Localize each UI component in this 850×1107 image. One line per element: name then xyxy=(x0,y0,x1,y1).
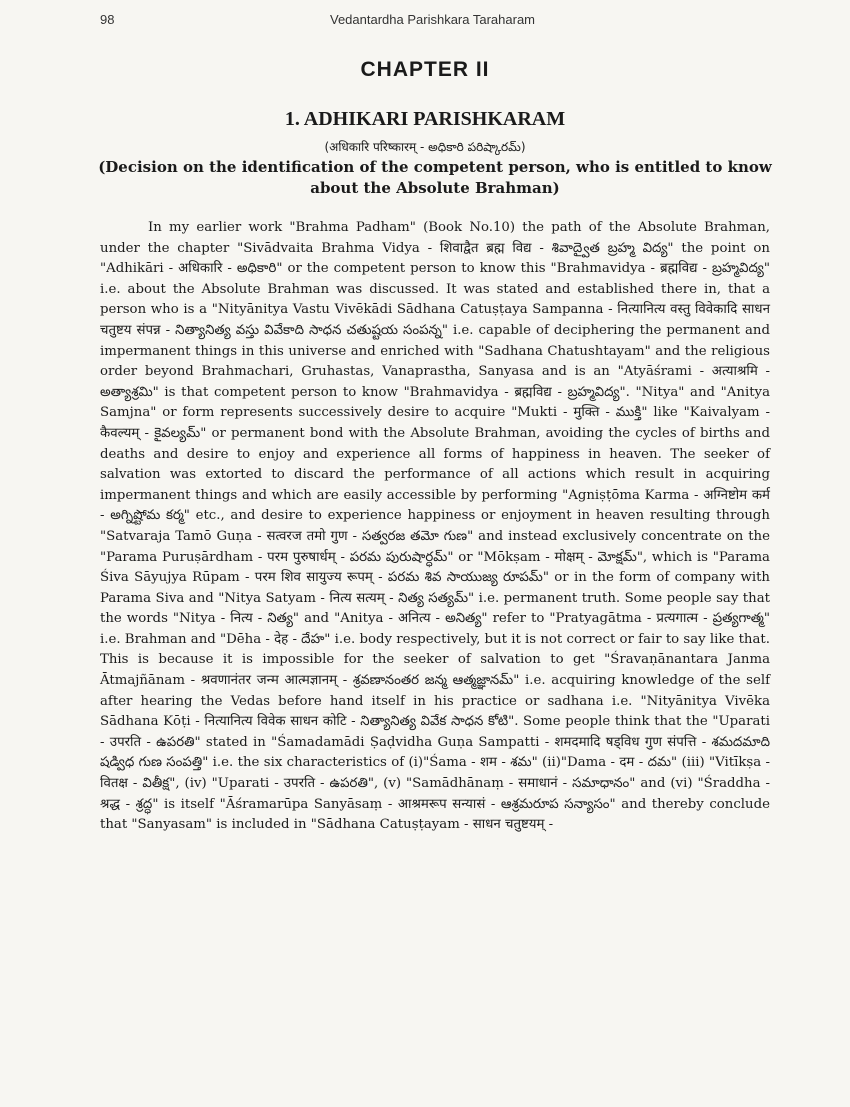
section-heading: 1. ADHIKARI PARISHKARAM xyxy=(284,108,566,130)
section-subtitle: (अधिकारि परिष्कारम् - అధికారి పరిష్కారమ్) xyxy=(324,140,526,154)
body-paragraph: In my earlier work "Brahma Padham" (Book No.10) the path of the Absolute Brahman, under the chapter "Sivādvaita Brahma Vidya - शिवाद्वैत ब्रह्म विद्य - శివాద్వైత బ్రహ్మ విద్య" the point on "Adhikāri - अधिकारि - అధికారి" or the competent person to know this "Brahmavidya - ब्रह्मविद्य - బ్రహ్మవిద్య" i.e. about the Absolute Brahman was discussed. It was stated and established there in, that a person who is a "Nityānitya Vastu Vivēkādi Sādhana Catuṣṭaya Sampanna - नित्यानित्य वस्तु विवेकादि साधन चतुष्टय संपन्न - నిత్యానిత్య వస్తు వివేకాది సాధన చతుష్టయ సంపన్న" i.e. capable of deciphering the permanent and impermanent things in this universe and enriched with "Sadhana Chatushtayam" and the religious order beyond Brahmachari, Gruhastas, Vanaprastha, Sanyasa and is an "Atyāśrami - अत्याश्रमि - అత్యాశ్రమి" is that competent person to know "Brahmavidya - ब्रह्मविद्य - బ్రహ్మవిద్య". "Nitya" and "Anitya Samjna" or form represents successively desire to acquire "Mukti - मुक्ति - ముక్తి" like "Kaivalyam - कैवल्यम् - కైవల్యమ్" or permanent bond with the Absolute Brahman, avoiding the cycles of births and deaths and desire to enjoy and experience all forms of happiness in heaven. The seeker of salvation was extorted to discard the performance of all actions which result in acquiring impermanent things and which are easily accessible by performing "Agniṣṭōma Karma - अग्निष्टोम कर्म - అగ్నిష్టోమ కర్మ" etc., and desire to experience happiness or enjoyment in heaven resulting through "Satvaraja Tamō Guṇa - सत्वरज तमो गुण - సత్వరజ తమో గుణ" and instead exclusively concentrate on the "Parama Puruṣārdham - परम पुरुषार्धम् - పరమ పురుషార్ధమ్" or "Mōkṣam - मोक्षम् - మోక్షమ్", which is "Parama Śiva Sāyujya Rūpam - परम शिव सायुज्य रूपम् - పరమ శివ సాయుజ్య రూపమ్" or in the form of company with Parama Siva and "Nitya Satyam - नित्य सत्यम् - నిత్య సత్యమ్" i.e. permanent truth. Some people say that the words "Nitya - नित्य - నిత్య" and "Anitya - अनित्य - అనిత్య" refer to "Pratyagātma - प्रत्यगात्म - ప్రత్యగాత్మ" i.e. Brahman and "Dēha - देह - దేహ" i.e. body respectively, but it is not correct or fair to say like that. This is because it is impossible for the seeker of salvation to get "Śravaṇānantara Janma Ātmajñānam - श्रवणानंतर जन्म आत्मज्ञानम् - శ్రవణానంతర జన్మ ఆత్మజ్ఞానమ్" i.e. acquiring knowledge of the self after hearing the Vedas before hand itself in his practice or sadhana i.e. "Nityānitya Vivēka Sādhana Kōṭi - नित्यानित्य विवेक साधन कोटि - నిత్యానిత్య వివేక సాధన కోటి". Some people think that the "Uparati - उपरति - ఉపరతి" stated in "Śamadamādi Ṣaḍvidha Guṇa Sampatti - शमदमादि षड्विध गुण संपत्ति - శమదమాది షడ్విధ గుణ సంపత్తి" i.e. the six characteristics of (i)"Śama - शम - శమ" (ii)"Dama - दम - దమ" (iii) "Vitīkṣa - वितक्ष - వితీక్ష", (iv) "Uparati - उपरति - ఉపరతి", (v) "Samādhānaṃ - समाधानं - సమాధానం" and (vi) "Śraddha - श्रद्ध - శ్రద్ధ" is itself "Āśramarūpa Sanyāsaṃ - आश्रमरूप सन्यासं - ఆశ్రమరూప సన్యాసం" and thereby conclude that "Sanyasam" is included in "Sādhana Catuṣṭayam - साधन चतुष्टयम् - xyxy=(100,220,770,833)
running-title: Vedantardha Parishkara Taraharam xyxy=(330,12,535,27)
page-number: 98 xyxy=(100,12,115,27)
decision-heading: (Decision on the identification of the competent person, who is entitled to know about the Absolute Brahman) xyxy=(98,158,772,197)
chapter-heading: CHAPTER II xyxy=(360,58,490,81)
